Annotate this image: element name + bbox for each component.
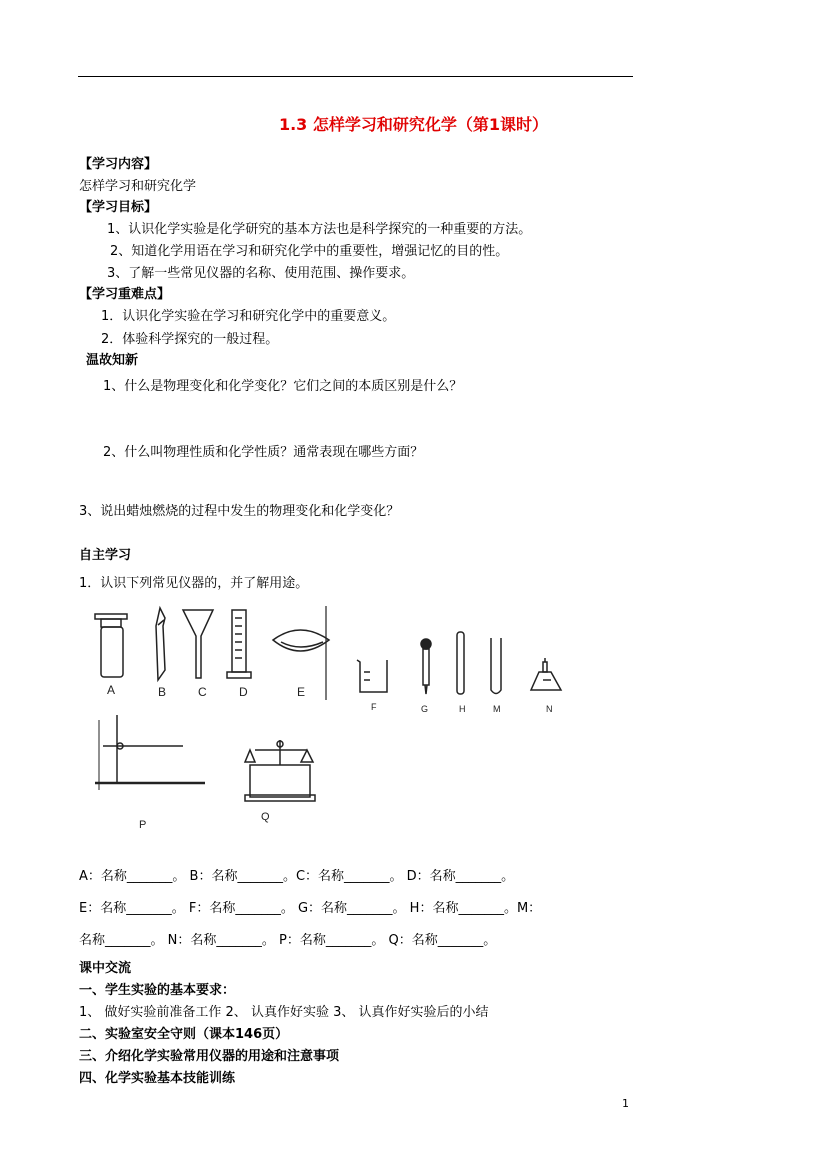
label-g: G — [421, 704, 429, 714]
beaker-icon — [357, 660, 387, 692]
name-blanks-line: A：名称_______。 B：名称_______。C：名称_______。 D：名称_______。 — [79, 869, 515, 884]
section-two-heading: 二、实验室安全守则（课本146页） — [79, 1027, 289, 1042]
label-c: C — [198, 685, 207, 699]
review-question: 1、什么是物理变化和化学变化？它们之间的本质区别是什么？ — [103, 379, 463, 394]
lab-instruments-figure — [85, 600, 605, 840]
class-heading: 课中交流 — [79, 961, 132, 976]
label-h: H — [459, 704, 466, 714]
glass-rod-icon — [457, 632, 464, 694]
self-study-item: 1．认识下列常见仪器的，并了解用途。 — [79, 576, 309, 591]
goals-heading: 【学习目标】 — [79, 200, 158, 215]
dropper-bottle-icon — [156, 608, 165, 680]
review-question: 3、说出蜡烛燃烧的过程中发生的物理变化和化学变化？ — [79, 504, 400, 519]
graduated-cylinder-icon — [227, 610, 251, 678]
page-title: 1.3 怎样学习和研究化学（第1课时） — [278, 115, 549, 134]
section-one-heading: 一、学生实验的基本要求： — [79, 983, 236, 998]
label-b: B — [158, 685, 167, 699]
section-four-heading: 四、化学实验基本技能训练 — [79, 1071, 236, 1086]
review-question: 2、什么叫物理性质和化学性质？通常表现在哪些方面？ — [103, 445, 424, 460]
goal-item: 3、了解一些常见仪器的名称、使用范围、操作要求。 — [107, 266, 415, 281]
label-p: P — [139, 819, 147, 831]
page-number: 1 — [622, 1097, 629, 1110]
label-d: D — [239, 685, 248, 699]
self-study-heading: 自主学习 — [79, 548, 132, 563]
content-text: 怎样学习和研究化学 — [79, 179, 197, 194]
section-three-heading: 三、介绍化学实验常用仪器的用途和注意事项 — [79, 1049, 340, 1064]
label-q: Q — [261, 811, 270, 823]
reagent-bottle-icon — [95, 614, 127, 677]
key-item: 2．体验科学探究的一般过程。 — [101, 332, 279, 347]
goal-item: 1、认识化学实验是化学研究的基本方法也是科学探究的一种重要的方法。 — [107, 222, 532, 237]
label-f: F — [371, 702, 377, 712]
name-blanks-line: E：名称_______。 F：名称_______。 G：名称_______。 H：名称_______。M： — [79, 901, 542, 916]
iron-stand-icon — [95, 715, 205, 790]
funnel-icon — [183, 610, 213, 678]
label-e: E — [297, 685, 306, 699]
label-a: A — [107, 683, 116, 697]
label-m: M — [493, 704, 501, 714]
label-n: N — [546, 704, 553, 714]
watch-glass-icon — [273, 630, 329, 651]
alcohol-lamp-icon — [531, 658, 561, 690]
balance-icon — [245, 740, 315, 801]
test-tube-icon — [491, 638, 501, 694]
content-heading: 【学习内容】 — [79, 157, 158, 172]
key-heading: 【学习重难点】 — [79, 287, 171, 302]
dropper-icon — [421, 639, 431, 694]
section-one-items: 1、 做好实验前准备工作 2、 认真作好实验 3、 认真作好实验后的小结 — [79, 1005, 489, 1020]
key-item: 1．认识化学实验在学习和研究化学中的重要意义。 — [101, 309, 396, 324]
name-blanks-line: 名称_______。 N：名称_______。 P：名称_______。 Q：名称_______。 — [79, 933, 497, 948]
review-heading: 温故知新 — [86, 353, 139, 368]
goal-item: 2、知道化学用语在学习和研究化学中的重要性，增强记忆的目的性。 — [110, 244, 509, 259]
header-rule — [78, 76, 633, 77]
